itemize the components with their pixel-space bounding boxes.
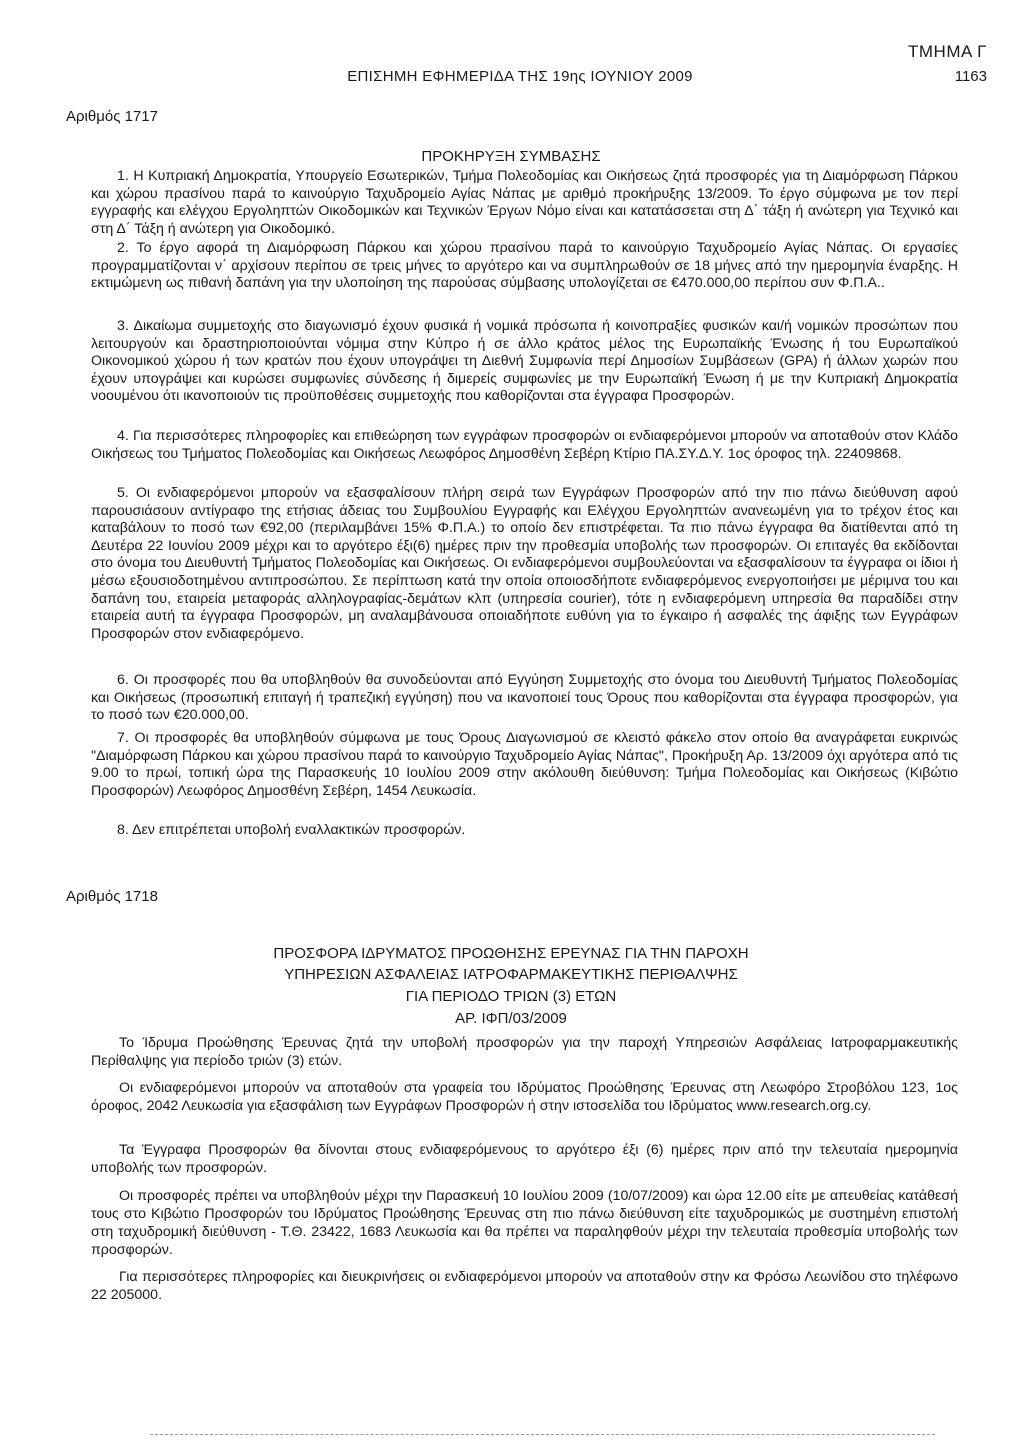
page-number: 1163 <box>954 68 987 85</box>
paragraph-1717-2 <box>91 240 958 293</box>
gazette-title: ΕΠΙΣΗΜΗ ΕΦΗΜΕΡΙΔΑ ΤΗΣ 19ης ΙΟΥΝΙΟΥ 2009 <box>347 68 693 85</box>
paragraph-1717-3 <box>91 318 958 406</box>
paragraph-text: 7. Οι προσφορές θα υποβληθούν σύμφωνα με τους Όρους Διαγωνισμού σε κλειστό φάκελο στον οποίο θα αναγράφεται ευκρινώς "Διαμόρφωση Πάρκου και χώρου πρασίνου παρά το καινούργιο Ταχυδρομείο Αγίας Νάπας", Προκήρυξη Αρ. 13/2009 όχι αργότερα από τις 9.00 το πρωί, τοπική ώρα της Παρασκευής 10 Ιουλίου 2009 στην ακόλουθη διεύθυνση: Τμήμα Πολεοδομίας και Οικήσεως (Κιβώτιο Προσφορών) Λεωφόρος Δημοσθένη Σεβέρη, 1454 Λευκωσία. <box>91 730 958 799</box>
paragraph-1717-1 <box>91 168 958 238</box>
paragraph-1717-6 <box>91 672 958 725</box>
gazette-section: ΤΜΗΜΑ Γ <box>908 42 987 61</box>
paragraph-1717-4 <box>91 428 958 463</box>
notice-number-1717: Αριθμός 1717 <box>66 108 158 125</box>
paragraph-1718-2: Οι ενδιαφερόμενοι μπορούν να αποταθούν στα γραφεία του Ιδρύματος Προώθησης Έρευνας στη Λεωφόρο Στροβόλου 123, 1ος όροφος, 2042 Λευκωσία για εξασφάλιση των Εγγράφων Προσφορών ή στην ιστοσελίδα του Ιδρύματος www.research.org.cy. <box>91 1080 958 1114</box>
paragraph-text: 2. Το έργο αφορά τη Διαμόρφωση Πάρκου και χώρου πρασίνου παρά το καινούργιο Ταχυδρομείο Αγίας Νάπας. Οι εργασίες προγραμματίζονται ν΄ αρχίσουν περίπου σε τρεις μήνες το αργότερο και να συμπληρωθούν σε 18 μήνες από την ημερομηνία έναρξης. Η εκτιμώμενη ως πιθανή δαπάνη για την υλοποίηση της παρούσας σύμβασης υπολογίζεται σε €470.000,00 περίπου συν Φ.Π.Α.. <box>91 240 958 292</box>
paragraph-1718-3: Τα Έγγραφα Προσφορών θα δίνονται στους ενδιαφερόμενους το αργότερο έξι (6) ημέρες πριν από την τελευταία ημερομηνία υποβολής των προσφορών. <box>91 1142 958 1176</box>
notice-heading-1717: ΠΡΟΚΗΡΥΞΗ ΣΥΜΒΑΣΗΣ <box>421 148 601 165</box>
paragraph-text: 3. Δικαίωμα συμμετοχής στο διαγωνισμό έχουν φυσικά ή νομικά πρόσωπα ή κοινοπραξίες φυσικών και/ή νομικών προσώπων που λειτουργούν και δραστηριοποιούνται νόμιμα στην Κύπρο ή σε άλλο κράτος μέλος της Ευρωπαϊκής Ένωσης ή του Ευρωπαϊκού Οικονομικού χώρου ή των κρατών που έχουν υπογράψει τη Διεθνή Συμφωνία περί Δημοσίων Συμβάσεων (GPA) ή άλλων χωρών που έχουν υπογράψει και κυρώσει συμφωνίες σύνδεσης ή διμερείς συμφωνίες με την Ευρωπαϊκή Ένωση ή με την Κυπριακή Δημοκρατία νοουμένου ότι ικανοποιούν τις προϋποθέσεις συμμετοχής που καθορίζονται στα έγγραφα Προσφορών. <box>91 318 958 405</box>
paragraph-1718-5: Για περισσότερες πληροφορίες και διευκρινήσεις οι ενδιαφερόμενοι μπορούν να αποταθούν στην κα Φρόσω Λεωνίδου στο τηλέφωνο 22 205000. <box>91 1269 958 1303</box>
paragraph-text: 5. Οι ενδιαφερόμενοι μπορούν να εξασφαλίσουν πλήρη σειρά των Εγγράφων Προσφορών από την πιο πάνω διεύθυνση αφού παρουσιάσουν αντίγραφο της ετήσιας άδειας του Συμβουλίου Εγγραφής και Ελέγχου Εργοληπτών ανανεωμένη για το τρέχον έτος και καταβάλουν το ποσό των €92,00 (περιλαμβάνει 15% Φ.Π.Α.) το οποίο δεν επιστρέφεται. Τα πιο πάνω έγγραφα θα διατίθενται από τη Δευτέρα 22 Ιουνίου 2009 μέχρι και το αργότερο έξι(6) ημέρες πριν την προθεσμία υποβολής των προσφορών. Οι επιταγές θα εκδίδονται στο όνομα του Διευθυντή Τμήματος Πολεοδομίας και Οικήσεως. Οι ενδιαφερόμενοι συμβουλεύονται να εξασφαλίσουν τα έγγραφα οι ίδιοι ή μέσω εξουσιοδοτημένου αντιπροσώπου. Σε περίπτωση κατά την οποία οποιοσδήποτε ενδιαφερόμενος ενεργοποιήσει με μέριμνα του και δαπάνη του, εταιρεία μεταφοράς αλληλογραφίας-δεμάτων κλπ (υπηρεσία courier), τότε η ενδιαφερόμενη υπηρεσία θα παραδίδει στην εταιρεία αυτή τα έγγραφα Προσφορών, μη αναλαμβάνουσα οποιαδήποτε ευθύνη για το έγκαιρο ή ασφαλές της άφιξης των Εγγράφων Προσφορών στον ενδιαφερόμενο. <box>91 485 958 642</box>
footer-rule <box>150 1434 935 1435</box>
paragraph-text: 6. Οι προσφορές που θα υποβληθούν θα συνοδεύονται από Εγγύηση Συμμετοχής στο όνομα του Διευθυντή Τμήματος Πολεοδομίας και Οικήσεως (προσωπική επιταγή ή τραπεζική εγγύηση) που να ικανοποιεί τους Όρους που καθορίζονται στα έγγραφα προσφορών, για το ποσό των €20.000,00. <box>91 672 958 724</box>
paragraph-1718-1: Το Ίδρυμα Προώθησης Έρευνας ζητά την υποβολή προσφορών για την παροχή Υπηρεσιών Ασφάλειας Ιατροφαρμακευτικής Περίθαλψης για περίοδο τριών (3) ετών. <box>91 1035 958 1069</box>
paragraph-1717-5 <box>91 485 958 643</box>
paragraph-1717-8 <box>91 822 958 840</box>
paragraph-1718-4: Οι προσφορές πρέπει να υποβληθούν μέχρι την Παρασκευή 10 Ιουλίου 2009 (10/07/2009) και ώρα 12.00 είτε με απευθείας κατάθεσή τους στο Κιβώτιο Προσφορών του Ιδρύματος Προώθησης Έρευνας στη πιο πάνω διεύθυνση είτε ταχυδρομικώς με συστημένη επιστολή στη ταχυδρομική διεύθυνση - Τ.Θ. 23422, 1683 Λευκωσία και θα πρέπει να παραληφθούν μέχρι την τελευταία προθεσμία υποβολής των προσφορών. <box>91 1188 958 1258</box>
paragraph-text: 4. Για περισσότερες πληροφορίες και επιθεώρηση των εγγράφων προσφορών οι ενδιαφερόμενοι μπορούν να αποταθούν στον Κλάδο Οικήσεως του Τμήματος Πολεοδομίας και Οικήσεως Λεωφόρος Δημοσθένη Σεβέρη Κτίριο ΠΑ.ΣΥ.Δ.Υ. 1ος όροφος τηλ. 22409868. <box>91 428 958 462</box>
paragraph-text: 1. Η Κυπριακή Δημοκρατία, Υπουργείο Εσωτερικών, Τμήμα Πολεοδομίας και Οικήσεως ζητά προσφορές για τη Διαμόρφωση Πάρκου και χώρου πρασίνου παρά το καινούργιο Ταχυδρομείο Αγίας Νάπας με αριθμό προκήρυξης 13/2009. Το έργο σύμφωνα με τον περί εγγραφής και ελέγχου Εργοληπτών Οικοδομικών και Τεχνικών Έργων Νόμο είναι και κατατάσσεται στη Δ΄ τάξη ή ανώτερη για Τεχνικό και στη Δ΄ Τάξη ή ανώτερη για Οικοδομικό. <box>91 168 958 237</box>
paragraph-text: 8. Δεν επιτρέπεται υποβολή εναλλακτικών προσφορών. <box>117 822 466 838</box>
notice-heading-1718-line2: ΥΠΗΡΕΣΙΩΝ ΑΣΦΑΛΕΙΑΣ ΙΑΤΡΟΦΑΡΜΑΚΕΥΤΙΚΗΣ ΠΕΡΙΘΑΛΨΗΣ <box>284 966 738 983</box>
notice-heading-1718-line3: ΓΙΑ ΠΕΡΙΟΔΟ ΤΡΙΩΝ (3) ΕΤΩΝ <box>405 988 617 1005</box>
notice-reference-number: ΑΡ. ΙΦΠ/03/2009 <box>455 1010 567 1027</box>
notice-number-1718: Αριθμός 1718 <box>66 888 158 905</box>
paragraph-1717-7 <box>91 730 958 800</box>
notice-heading-1718-line1: ΠΡΟΣΦΟΡΑ ΙΔΡΥΜΑΤΟΣ ΠΡΟΩΘΗΣΗΣ ΕΡΕΥΝΑΣ ΓΙΑ ΤΗΝ ΠΑΡΟΧΗ <box>273 945 749 962</box>
